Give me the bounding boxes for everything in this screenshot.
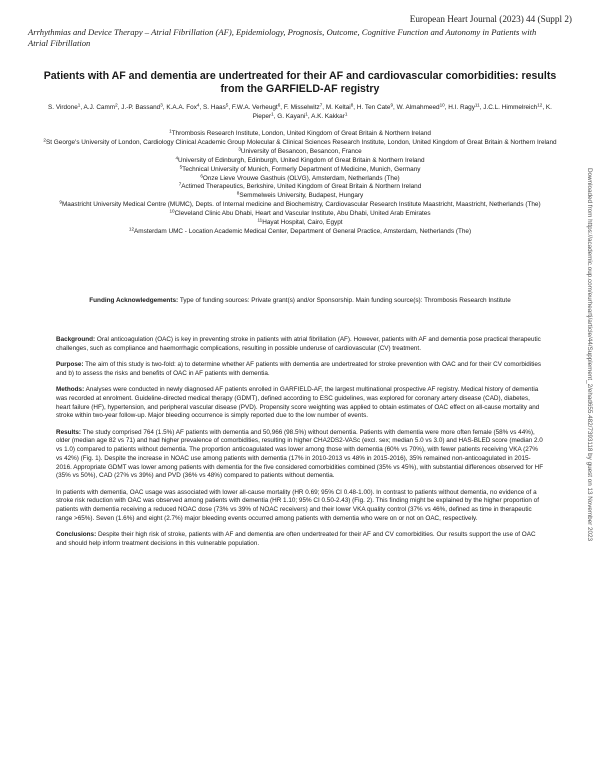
download-watermark[interactable]: Downloaded from https://academic.oup.com/eurheartj/article/44/Supplement_2/ehad655.482/7393118 by guest on 13 November 2023 (586, 168, 593, 542)
author-affiliation-number: 2 (115, 102, 118, 108)
author-affiliation-number: 6 (277, 102, 281, 108)
author-affiliation-number: 5 (225, 102, 229, 108)
abstract-section-label: Methods: (56, 386, 85, 393)
author (166, 104, 199, 111)
abstract-paragraph (56, 361, 546, 379)
author (284, 104, 322, 111)
author (232, 104, 280, 111)
affiliation (40, 210, 560, 219)
abstract-section-label: Background: (56, 336, 96, 343)
affiliation-text: Technical University of Munich, Formerly Department of Medicine, Munich, Germany (182, 165, 421, 173)
affiliation-number: 8 (236, 190, 240, 196)
affiliation-number: 3 (238, 146, 241, 152)
author-name: H. Ten Cate (356, 104, 391, 111)
affiliation-number: 4 (175, 155, 179, 161)
abstract-section-label: Results: (56, 428, 82, 436)
author-name: S. Haas (203, 104, 226, 111)
journal-header: European Heart Journal (2023) 44 (Suppl 2) (409, 14, 572, 24)
author (448, 104, 479, 111)
affiliation-number: 11 (257, 217, 263, 223)
affiliation-number: 2 (43, 137, 46, 143)
abstract-text: In patients with dementia, OAC usage was associated with lower all-cause mortality (HR 0.69; 95% CI 0.48-1.00). In contrast to patients without dementia, no evidence of a stroke risk reduction with OAC was observed among patients with dementia (HR 1.10; 95% CI 0.50-2.43) (Fig. 2). This finding might be explained by the higher proportion of patients with dementia receiving a reduced NOAC dose (73% vs 39% of NOAC receivers) and their lower VKA quality control (37% vs 46%, defined as time in therapeutic range >65%). Seven (1.6%) and eight (2.7%) major bleeding events occurred among patients with dementia who were on or not on OAC, respectively. (56, 488, 539, 522)
author-name: K. Pieper (252, 104, 552, 120)
affiliation (40, 166, 560, 175)
affiliation-text: St George's University of London, Cardiology Clinical Academic Group Molecular & Clinical Sciences Research Institute, London, United Kingdom of Great Britain & Northern Ireland (45, 138, 557, 146)
affiliation-text: Semmelweis University, Budapest, Hungary (239, 192, 364, 200)
affiliation-text: Actimed Therapeutics, Berkshire, United Kingdom of Great Britain & Northern Ireland (181, 183, 422, 191)
author (203, 104, 228, 111)
author-name: M. Keltai (325, 104, 351, 111)
author (84, 104, 118, 111)
author-name: A.K. Kakkar (311, 113, 345, 120)
author-affiliation-number: 7 (319, 102, 323, 108)
author-list: S. Virdone$^1$, A.J. Camm$^2$, J.-P. Bassand$^3$, K.A.A. Fox$^4$, S. Haas$^5$, F.W.A. Verheugt$^6$, F. Misselwitz$^7$, M. Keltai$^8$, H. Ten Cate$^9$, W. Almahmeed$^{10}$, H.I. Ragy$^{11}$, J.C.L. Himmelreich$^{12}$, K. Pieper$^1$, G. Kayani$^1$, A.K. Kakkar$^1$ (48, 102, 552, 120)
affiliation-number: 9 (59, 199, 62, 205)
author (311, 113, 347, 120)
author-name: F. Misselwitz (283, 104, 320, 111)
section-heading: Arrhythmias and Device Therapy – Atrial Fibrillation (AF), Epidemiology, Prognosis, Outcome, Cognitive Function and Autonomy in Patients with Atrial Fibrillation (28, 27, 537, 48)
author (397, 104, 445, 111)
abstract-section-label: Purpose: (56, 361, 84, 368)
author-name: F.W.A. Verheugt (231, 104, 278, 111)
author-name: A.J. Camm (83, 104, 116, 111)
author (48, 104, 80, 111)
author-affiliation-number: 9 (390, 102, 394, 108)
author-affiliation-number: 1 (77, 102, 81, 108)
abstract-text: The study comprised 764 (1.5%) AF patients with dementia and 50,966 (98.5%) without dementia. Patients with dementia were more often female (58% vs 44%), older (median age 82 vs 71) and had higher prevalence of comorbidities, resulting in higher CHA2DS2-VASc (excl. sex; median 5.0 vs 3.0) and HAS-BLED score (median 2.0 vs 1.0) compared to patients without dementia. The proportion anticoagulated was lower among those with dementia (60% vs 70%), with fewer patients receiving VKA (27% vs 42%) (Fig. 1). Despite the increase in NOAC use among patients with dementia (17% in 2010-2013 vs 48% in 2015-2016), 35% remained non-anticoagulated in 2015-2016. Appropriate GDMT was lower among patients with dementia for the five considered comorbidities combined (35% vs 45%), with substantial differences observed for HF (35% vs 50%), CAD (27% vs 39%) and PVD (36% vs 48%) compared to patients without dementia. (56, 428, 544, 480)
author-name: H.I. Ragy (448, 104, 475, 111)
affiliation-text: Onze Lieve Vrouwe Gasthuis (OLVG), Amsterdam, Netherlands (The) (202, 174, 400, 182)
author-affiliation-number: 1 (344, 111, 348, 117)
affiliation-text: Cleveland Clinic Abu Dhabi, Heart and Vascular Institute, Abu Dhabi, United Arab Emirates (174, 210, 431, 218)
author-name: G. Kayani (277, 113, 306, 120)
author-affiliation-number: 1 (305, 111, 308, 117)
author-name: J.C.L. Himmelreich (483, 104, 538, 111)
author-affiliation-number: 10 (439, 102, 445, 108)
funding-label: Funding Acknowledgements: (89, 297, 179, 304)
affiliation-number: 6 (200, 173, 203, 179)
abstract-paragraph (56, 336, 546, 354)
abstract-paragraph (56, 531, 546, 549)
affiliation-number: 7 (178, 182, 182, 188)
affiliation (40, 219, 560, 228)
abstract-body (56, 336, 546, 556)
author-name: J.-P. Bassand (121, 104, 161, 111)
author (483, 104, 542, 111)
author-affiliation-number: 3 (160, 102, 163, 108)
abstract-text: The aim of this study is two-fold: a) to determine whether AF patients with dementia are undertreated for stroke prevention with OAC and for their CV comorbidities and b) to assess the risks and benefits of OAC in AF patients with dementia. (56, 361, 542, 377)
affiliation-text: Thrombosis Research Institute, London, United Kingdom of Great Britain & Northern Ireland (171, 130, 431, 137)
author (277, 113, 308, 120)
affiliation-number: 1 (169, 128, 172, 134)
affiliation-text: University of Edinburgh, Edinburgh, United Kingdom of Great Britain & Northern Ireland (178, 156, 425, 164)
affiliation-text: Hayat Hospital, Cairo, Egypt (262, 219, 343, 227)
affiliation-text: University of Besancon, Besancon, France (240, 147, 362, 155)
abstract-paragraph (56, 386, 546, 421)
abstract-text: Analyses were conducted in newly diagnosed AF patients enrolled in GARFIELD-AF, the largest multinational prospective AF registry. Medical history of dementia was recorded at enrolment. Guideline-directed medical therapy (GDMT), defined according to ESC guidelines, was explored for coronary artery disease (CAD), diabetes, heart failure (HF), hypertension, and peripheral vascular disease (PVD). Propensity score weighting was applied to obtain estimates of OAC effect on all-cause mortality and stroke within two-year follow-up. Major bleeding occurrence is simply reported due to the low number of events. (56, 386, 540, 420)
affiliation (40, 130, 560, 139)
author-affiliation-number: 8 (350, 102, 354, 108)
affiliation-number: 5 (179, 164, 183, 170)
author-name: K.A.A. Fox (166, 104, 197, 111)
affiliation (40, 157, 560, 166)
affiliation (40, 192, 560, 201)
affiliation-number: 12 (128, 226, 135, 232)
abstract-section-label: Conclusions: (56, 531, 97, 538)
affiliation (40, 201, 560, 210)
abstract-text: Despite their high risk of stroke, patients with AF and dementia are often undertreated for their AF and CV comorbidities. Our results support the use of OAC and should help inform treatment decisions in this vulnerable population. (56, 531, 536, 547)
affiliation (40, 183, 560, 192)
affiliation-text: Maastricht University Medical Centre (MUMC), Depts. of Internal medicine and Biochemistry, Cardiovascular Research Institute Maastricht, Maastricht, Netherlands (The) (61, 201, 541, 209)
author (357, 104, 393, 111)
paper-title: Patients with AF and dementia are undertreated for their AF and cardiovascular comorbidities: results from the GARFIELD-AF registry (43, 70, 557, 95)
affiliation-number: 10 (169, 208, 175, 214)
affiliation (40, 148, 560, 157)
author-affiliation-number: 12 (537, 102, 543, 108)
abstract-text: Oral anticoagulation (OAC) is key in preventing stroke in patients with atrial fibrillation (AF). However, patients with AF and dementia pose practical therapeutic challenges, such as compliance and haemorrhagic complications, resulting in possible underuse of cardiovascular (CV) treatment. (56, 336, 541, 352)
author-name: W. Almahmeed (396, 104, 440, 111)
author (121, 104, 163, 111)
abstract-paragraph (56, 429, 546, 482)
abstract-paragraph (56, 489, 546, 524)
affiliation (40, 139, 560, 148)
funding-text: Type of funding sources: Private grant(s) and/or Sponsorship. Main funding source(s): Thrombosis Research Institute (179, 297, 511, 304)
author-affiliation-number: 11 (474, 102, 480, 108)
affiliation-text: Amsterdam UMC - Location Academic Medical Center, Department of General Practice, Amsterdam, Netherlands (The) (134, 227, 472, 235)
funding-acknowledgements (60, 296, 540, 305)
author-affiliation-number: 4 (196, 102, 200, 108)
author-affiliation-number: 1 (271, 111, 274, 117)
author-name: S. Virdone (48, 104, 78, 111)
affiliation (40, 228, 560, 237)
affiliation-list (40, 130, 560, 237)
author (326, 104, 353, 111)
